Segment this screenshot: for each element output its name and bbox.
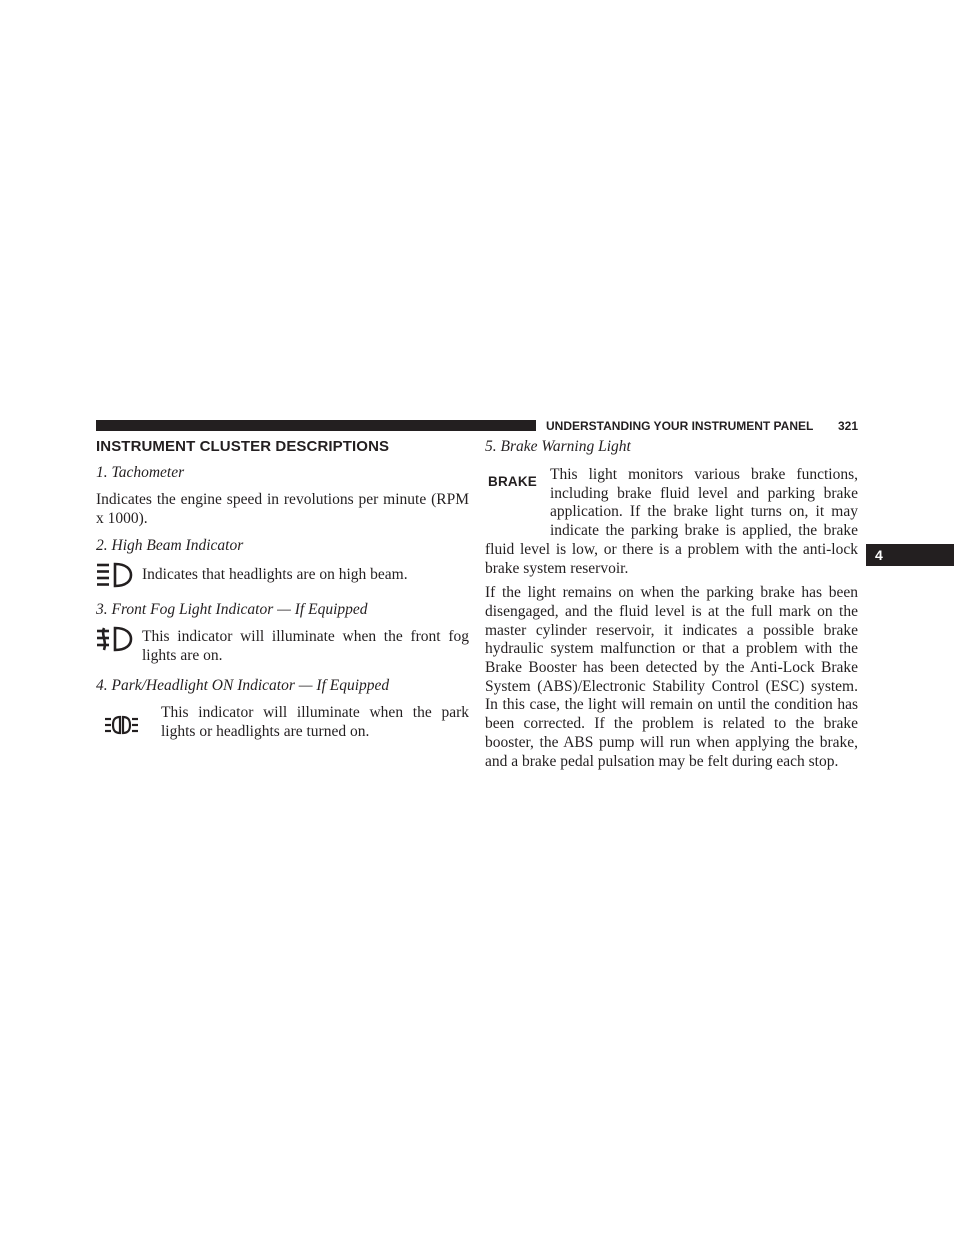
brake-icon-label: BRAKE [488,474,538,489]
park-headlight-text: This indicator will illuminate when the park lights or headlights are turned on. [161,704,469,741]
high-beam-heading: 2. High Beam Indicator [96,537,244,555]
park-headlight-heading: 4. Park/Headlight ON Indicator — If Equipped [96,677,390,695]
right-column [485,436,858,771]
tachometer-text: Indicates the engine speed in revolutions per minute (RPM x 1000). [96,491,469,527]
park-headlight-block [96,704,469,744]
brake-paragraph-2: If the light remains on when the parking brake has been disengaged, and the fluid level is at the full mark on the master cylinder reservoir, it indicates a possible brake hydraulic system malfunction or that a problem with the Brake Booster has been detected by the Anti-Lock Brake System (ABS)/Electronic Stability Control (ESC) system. In this case, the light will remain on until the condition has been corrected. If the problem is related to the brake booster, the ABS pump will run when applying the brake, and a brake pedal pulsation may be felt during each stop. [485,584,858,770]
chapter-tab: 4 [866,544,954,566]
front-fog-light-icon [96,626,134,657]
header-rule [96,420,536,431]
section-title: INSTRUMENT CLUSTER DESCRIPTIONS [96,438,390,455]
fog-light-text: This indicator will illuminate when the front fog lights are on. [142,628,469,665]
brake-warning-heading: 5. Brake Warning Light [485,438,631,455]
running-head [546,418,858,434]
high-beam-text: Indicates that headlights are on high beam. [142,566,408,584]
fog-light-block [96,628,469,668]
brake-paragraph-1: This light monitors various brake functions, including brake fluid level and parking brake application. If the brake light turns on, it may indicate the parking brake is applied, the brake fluid level is low, or there is a problem with the anti-lock brake system reservoir. [485,466,858,577]
high-beam-block [96,564,469,588]
page-number: 321 [837,419,858,433]
park-headlight-icon [96,708,152,747]
brake-warning-icon [485,466,550,540]
left-column [96,436,469,744]
brake-warning-block [485,466,858,578]
running-title: UNDERSTANDING YOUR INSTRUMENT PANEL [546,419,814,433]
fog-light-heading: 3. Front Fog Light Indicator — If Equipped [96,601,368,619]
tachometer-heading: 1. Tachometer [96,464,185,481]
high-beam-icon [96,562,134,593]
